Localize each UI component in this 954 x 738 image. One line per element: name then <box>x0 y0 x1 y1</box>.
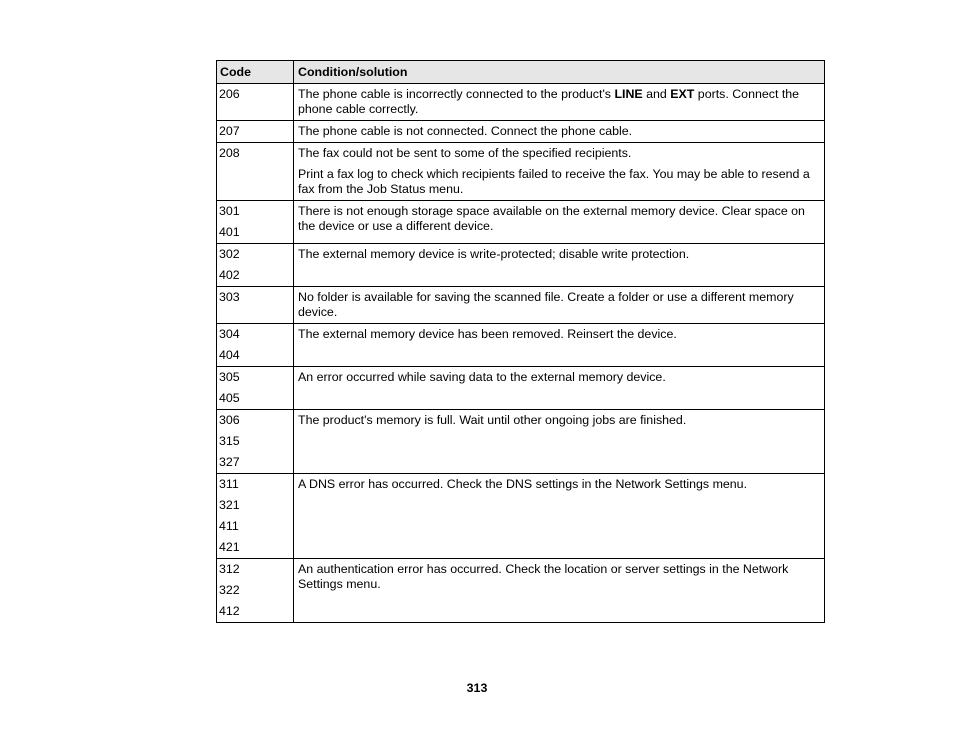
solution-text: A DNS error has occurred. Check the DNS settings in the Network Settings menu. <box>298 477 748 491</box>
error-code: 401 <box>219 225 240 239</box>
solution-cell <box>294 143 825 201</box>
solution-paragraph <box>294 367 824 388</box>
error-code: 304 <box>219 327 240 341</box>
error-code: 421 <box>219 540 240 554</box>
solution-text: An error occurred while saving data to the external memory device. <box>298 370 666 384</box>
solution-cell <box>294 410 825 474</box>
solution-text: Print a fax log to check which recipients failed to receive the fax. You may be able to resend a fax from the Job Status menu. <box>298 167 810 196</box>
solution-paragraph <box>294 164 824 200</box>
solution-cell <box>294 324 825 367</box>
solution-text: ports. Connect the phone cable correctly. <box>298 87 800 116</box>
error-code-cell <box>217 121 294 143</box>
error-code: 321 <box>219 498 240 512</box>
solution-cell <box>294 559 825 623</box>
error-code-cell <box>217 559 294 623</box>
table-row <box>217 143 825 201</box>
error-code-cell <box>217 474 294 559</box>
error-code: 306 <box>219 413 240 427</box>
solution-cell <box>294 84 825 121</box>
error-code-cell <box>217 244 294 287</box>
solution-text: and <box>642 87 671 101</box>
error-code: 305 <box>219 370 240 384</box>
error-code-cell <box>217 143 294 201</box>
error-code: 208 <box>219 146 240 160</box>
solution-paragraph <box>294 324 824 345</box>
error-code: 405 <box>219 391 240 405</box>
solution-cell <box>294 201 825 244</box>
page-number: 313 <box>466 681 488 695</box>
error-code: 404 <box>219 348 240 362</box>
solution-text: The external memory device is write-protected; disable write protection. <box>298 247 690 261</box>
error-code-cell <box>217 410 294 474</box>
solution-paragraph <box>294 287 824 323</box>
error-code: 412 <box>219 604 240 618</box>
table-row <box>217 121 825 143</box>
table-row <box>217 324 825 367</box>
table-row <box>217 410 825 474</box>
solution-paragraph <box>294 410 824 431</box>
port-name: EXT <box>670 87 695 101</box>
solution-text: There is not enough storage space available on the external memory device. Clear space on the device or use a different device. <box>298 204 805 233</box>
table-row <box>217 287 825 324</box>
table-row <box>217 367 825 410</box>
error-code-cell <box>217 287 294 324</box>
error-code-cell <box>217 201 294 244</box>
table-body <box>217 84 825 623</box>
error-code: 207 <box>219 124 240 138</box>
error-code-cell <box>217 367 294 410</box>
error-code: 312 <box>219 562 240 576</box>
error-code: 327 <box>219 455 240 469</box>
error-code: 315 <box>219 434 240 448</box>
solution-paragraph <box>294 84 824 120</box>
error-code: 411 <box>219 519 239 533</box>
solution-text: The product's memory is full. Wait until other ongoing jobs are finished. <box>298 413 687 427</box>
solution-paragraph <box>294 121 824 142</box>
error-code-cell <box>217 324 294 367</box>
solution-cell <box>294 244 825 287</box>
solution-cell <box>294 121 825 143</box>
error-code-table <box>216 60 825 623</box>
solution-paragraph <box>294 559 824 595</box>
solution-column-header: Condition/solution <box>294 61 825 84</box>
solution-cell <box>294 367 825 410</box>
error-code: 302 <box>219 247 240 261</box>
table-row <box>217 201 825 244</box>
solution-text: The phone cable is incorrectly connected to the product's <box>298 87 615 101</box>
error-code: 322 <box>219 583 240 597</box>
table-row <box>217 244 825 287</box>
error-code: 402 <box>219 268 240 282</box>
error-code-cell <box>217 84 294 121</box>
solution-text: An authentication error has occurred. Check the location or server settings in the Network Settings menu. <box>298 562 789 591</box>
error-code: 311 <box>219 477 239 491</box>
port-name: LINE <box>614 87 643 101</box>
solution-paragraph <box>294 143 824 164</box>
table-row <box>217 559 825 623</box>
solution-paragraph <box>294 244 824 265</box>
code-column-header: Code <box>217 61 294 84</box>
table-header-row <box>217 61 825 84</box>
table-row <box>217 474 825 559</box>
solution-text: The external memory device has been removed. Reinsert the device. <box>298 327 677 341</box>
error-code: 303 <box>219 290 240 304</box>
solution-cell <box>294 287 825 324</box>
error-code: 301 <box>219 204 240 218</box>
solution-text: The phone cable is not connected. Connect the phone cable. <box>298 124 633 138</box>
solution-cell <box>294 474 825 559</box>
solution-text: The fax could not be sent to some of the specified recipients. <box>298 146 632 160</box>
solution-paragraph <box>294 201 824 237</box>
table-row <box>217 84 825 121</box>
solution-text: No folder is available for saving the scanned file. Create a folder or use a different memory device. <box>298 290 794 319</box>
error-code: 206 <box>219 87 240 101</box>
solution-paragraph <box>294 474 824 495</box>
